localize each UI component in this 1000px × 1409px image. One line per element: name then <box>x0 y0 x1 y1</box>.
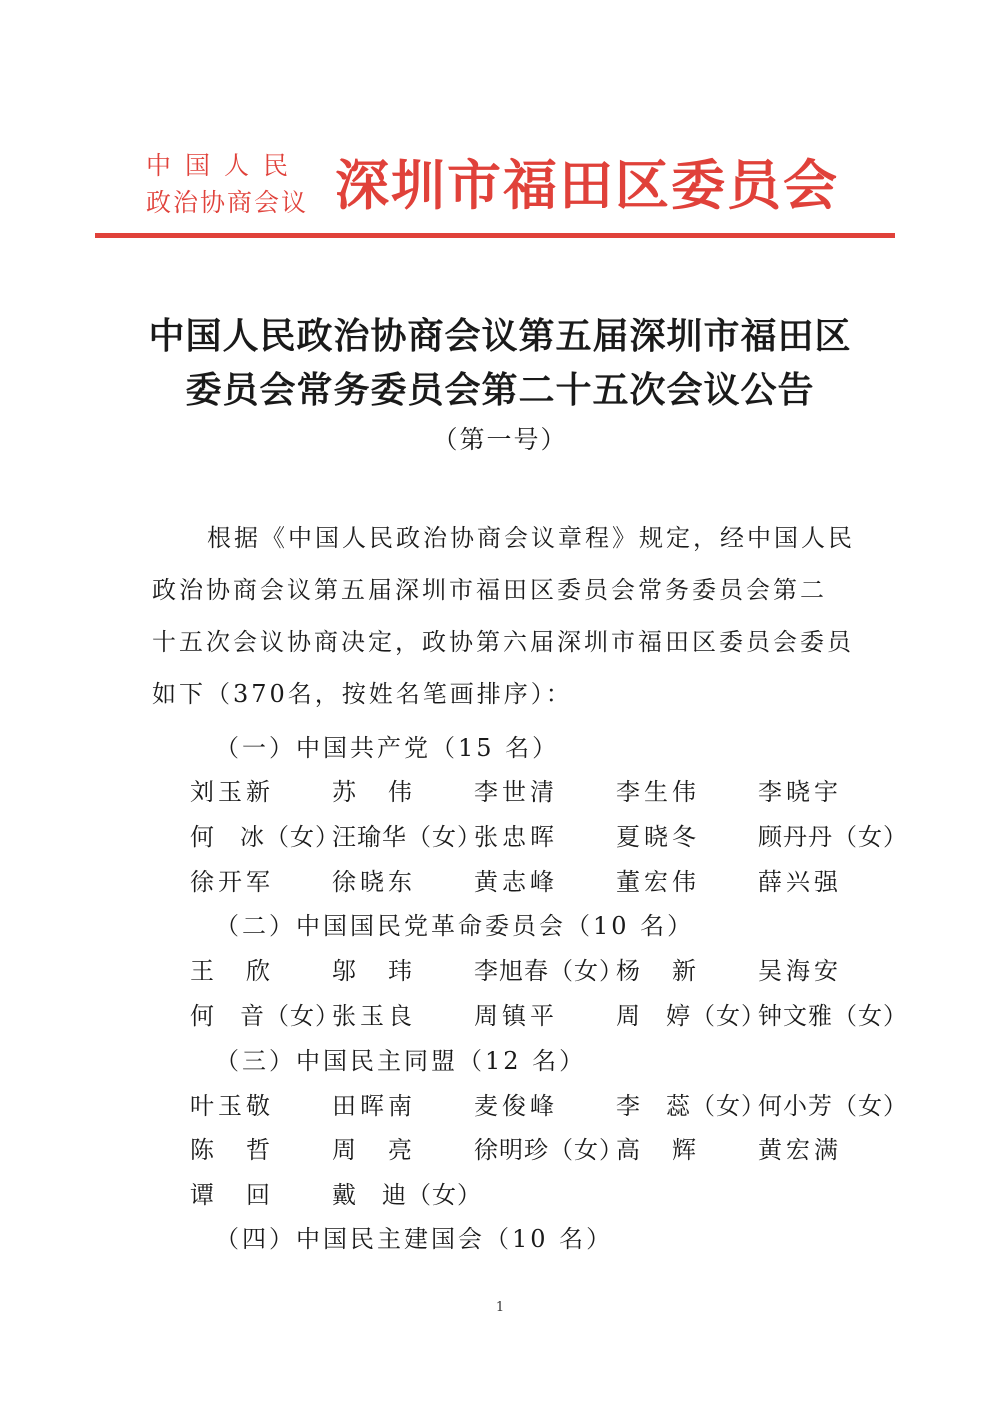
letterhead <box>0 0 1000 250</box>
document-title-line1: 中国人民政治协商会议第五届深圳市福田区 <box>148 315 852 357</box>
member-name: 钟文雅（女） <box>758 1002 908 1030</box>
body-line: 政治协商会议第五届深圳市福田区委员会常务委员会第二 <box>152 576 827 604</box>
letterhead-small-line1: 中国人民 <box>146 151 303 180</box>
member-name: 田晖南 <box>332 1092 416 1120</box>
member-name: 黄志峰 <box>474 868 558 896</box>
member-name: 高 辉 <box>616 1136 700 1164</box>
page-number: 1 <box>495 1300 505 1315</box>
member-name: 董宏伟 <box>616 868 700 896</box>
member-name: 顾丹丹（女） <box>758 823 908 851</box>
section-heading: （四）中国民主建国会（10 名） <box>215 1225 614 1253</box>
member-name: 陈 哲 <box>190 1136 274 1164</box>
member-name: 夏晓冬 <box>616 823 700 851</box>
letterhead-small-line2: 政治协商会议 <box>146 188 309 217</box>
member-name: 何 音（女） <box>190 1002 340 1030</box>
member-name: 李 蕊（女） <box>616 1092 766 1120</box>
section-heading: （三）中国民主同盟（12 名） <box>215 1047 587 1075</box>
member-name: 刘玉新 <box>190 778 274 806</box>
member-name: 张玉良 <box>332 1002 416 1030</box>
member-name: 苏 伟 <box>332 778 416 806</box>
member-name: 邬 玮 <box>332 957 416 985</box>
member-name: 徐晓东 <box>332 868 416 896</box>
member-name: 王 欣 <box>190 957 274 985</box>
member-name: 何小芳（女） <box>758 1092 908 1120</box>
section-heading: （二）中国国民党革命委员会（10 名） <box>215 912 695 940</box>
member-name: 徐开军 <box>190 868 274 896</box>
member-name: 李生伟 <box>616 778 700 806</box>
member-name: 吴海安 <box>758 957 842 985</box>
member-name: 周 亮 <box>332 1136 416 1164</box>
document-number: （第一号） <box>432 425 568 454</box>
section-heading: （一）中国共产党（15 名） <box>215 734 560 762</box>
letterhead-red-rule <box>95 233 895 238</box>
body-line: 十五次会议协商决定，政协第六届深圳市福田区委员会委员 <box>152 628 854 656</box>
member-name: 谭 回 <box>190 1181 274 1209</box>
member-name: 杨 新 <box>616 957 700 985</box>
letterhead-organization: 深圳市福田区委员会 <box>335 153 839 217</box>
body-line: 根据《中国人民政治协商会议章程》规定，经中国人民 <box>207 524 855 552</box>
body-line: 如下（370名，按姓名笔画排序）： <box>152 680 573 708</box>
member-name: 戴 迪（女） <box>332 1181 482 1209</box>
member-name: 李世清 <box>474 778 558 806</box>
member-name: 李旭春（女） <box>474 957 624 985</box>
member-name: 叶玉敬 <box>190 1092 274 1120</box>
member-name: 何 冰（女） <box>190 823 340 851</box>
member-name: 薛兴强 <box>758 868 842 896</box>
member-name: 麦俊峰 <box>474 1092 558 1120</box>
member-name: 汪瑜华（女） <box>332 823 482 851</box>
member-name: 周 婷（女） <box>616 1002 766 1030</box>
member-name: 周镇平 <box>474 1002 558 1030</box>
member-name: 李晓宇 <box>758 778 842 806</box>
document-title-line2: 委员会常务委员会第二十五次会议公告 <box>185 369 815 411</box>
member-name: 徐明珍（女） <box>474 1136 624 1164</box>
member-name: 黄宏满 <box>758 1136 842 1164</box>
member-name: 张忠晖 <box>474 823 558 851</box>
